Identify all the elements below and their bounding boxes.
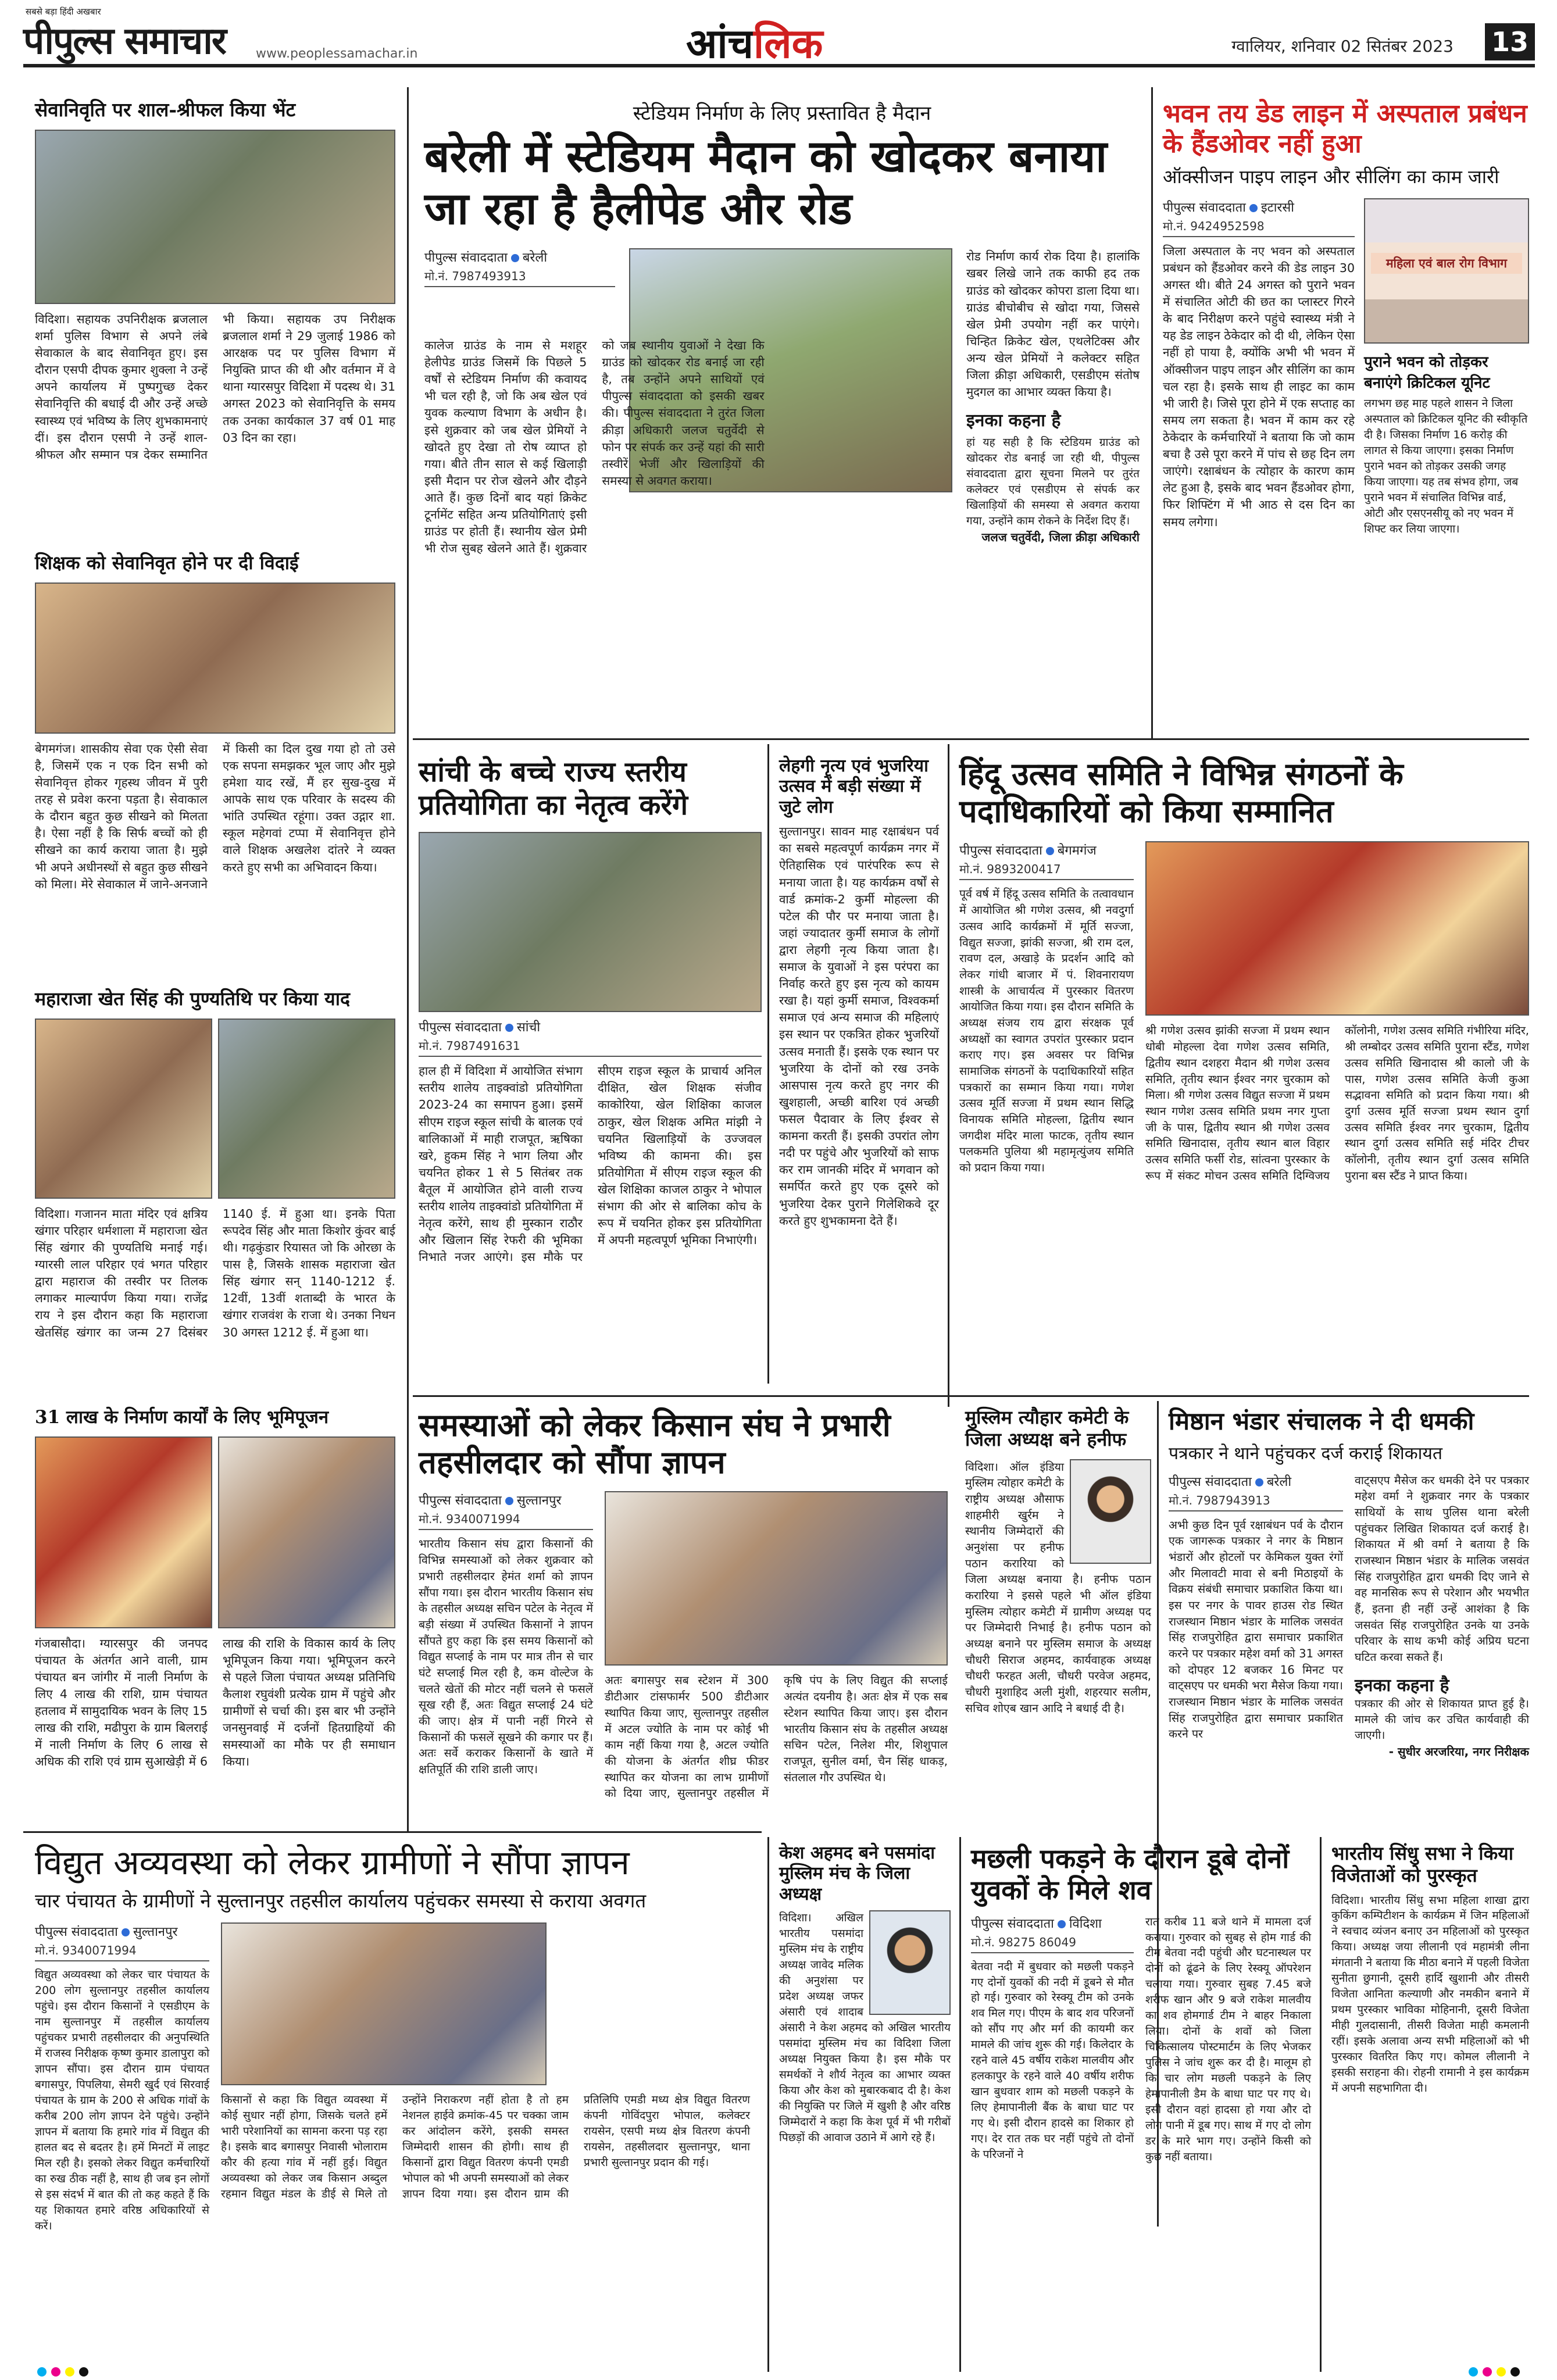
photo-row bbox=[35, 1019, 395, 1199]
dot-icon bbox=[505, 1024, 513, 1032]
quote-box bbox=[966, 408, 1140, 545]
headline[interactable]: मछली पकड़ने के दौरान डूबे दोनों युवकों के मिले शव bbox=[971, 1843, 1290, 1906]
article-body-b: रात करीब 11 बजे थाने में मामला दर्ज कराया। गुरुवार को सुबह से होम गार्ड की टीम बेतवा नदी पहुंची और घटनास्थल पर दोनों को ढूंढने के लिए रेस्क्यू ऑपरेशन चलाया गया। गुरुवार सुबह 7.45 बजे शरीफ खान और 9 बजे राकेश मालवीय का शव होमगार्ड टीम ने बाहर निकाला लिया। दोनों के शवों को जिला चिकित्सालय पोस्टमार्टम के लिए भेजकर पुलिस ने जांच शुरू कर दी है। मालूम हो कि चार लोग मछली पकड़ने के लिए हेमापानीली डैम के बाधा घाट पर गए थे। इसी दौरान वहां हादसा हो गया और दो लोग पानी में डूब गए। साथ में गए दो लोग डर के मारे भाग गए। उन्होंने किसी को कुछ नहीं बताया। bbox=[1145, 1915, 1311, 2164]
story-kisan-sangh bbox=[419, 1407, 959, 1802]
article-body: जिला अस्पताल के नए भवन को अस्पताल प्रबंधन को हैंडओवर करने की डेड लाइन 30 अगस्त थी। बीते 24 अगस्त को पुराने भवन में संचालित ओटी की छत का प्लास्टर गिरने के बाद निरीक्षण करने पहुंचे स्वास्थ्य मंत्री ने यह डेड लाइन ठेकेदार को दी थी, लेकिन ऐसा नहीं हो पाया है, क्योंकि अभी भी भवन में ऑक्सीजन पाइप लाइन और सीलिंग का काम चल रहा है। इसके साथ ही लाइट का काम भी जारी है। जिसे पूरा होने में एक सप्ताह का समय लग सकता है। भवन में काम कर रहे ठेकेदार के कर्मचारियों ने बताया कि जो काम बचा है उसे पूरा करने में पांच से छह दिन लग जाएंगे। रक्षाबंधन के त्योहार के कारण काम लेट हुआ है, इसके बाद भवन हैंडओवर होगा, फिर शिफ्टिंग में भी आठ से दस दिन का समय लगेगा। bbox=[1163, 244, 1355, 529]
dot-icon bbox=[511, 254, 519, 262]
column-rule bbox=[959, 1837, 961, 2372]
photo-column bbox=[221, 1922, 750, 2234]
quote-title: इनका कहना है bbox=[966, 410, 1061, 431]
headline[interactable]: भवन तय डेड लाइन में अस्पताल प्रबंधन के हैंडओवर नहीं हुआ bbox=[1163, 99, 1527, 159]
headline[interactable]: 31 लाख के निर्माण कार्यों के लिए भूमिपूजन bbox=[35, 1407, 329, 1428]
article-body: गंजबासौदा। ग्यारसपुर की जनपद पंचायत के अंतर्गत आने वाली, ग्राम पंचायत बन जांगीर में नाली निर्माण के लिए 4 लाख की राशि, ग्राम पंचायत हतलाव में सामुदायिक भवन के लिए 15 लाख की राशि, मढीपुरा के ग्राम बिलराई में नाली निर्माण के लिए 6 लाख से अधिक की राशि एवं ग्राम सुआखेड़ी में 6 लाख की राशि के विकास कार्य के लिए भूमिपूजन किया गया। भूमिपूजन करने से पहले जिला पंचायत अध्यक्ष प्रतिनिधि कैलाश रघुवंशी प्रत्येक ग्राम में पहुंचे और ग्रामीणों से चर्चा की। इस बार भी उन्होंने जनसुनवाई में दर्जनों हितग्राहियों की समस्याओं का मौके पर ही समाधान किया। bbox=[35, 1636, 395, 1769]
article-body: विदिशा। गजानन माता मंदिर एवं क्षत्रिय खंगार परिहार धर्मशाला में महाराजा खेत सिंह खंगार की पुण्यतिथि मनाई गई। ग्यारसी लाल परिहार एवं भगत परिहार द्वारा महाराज की तस्वीर पर तिलक लगाकर माल्यार्पण किया गया। राजेंद्र राय ने इस दौरान कहा कि महाराजा खेतसिंह खंगार का जन्म 27 दिसंबर 1140 ई. में हुआ था। इनके पिता रूपदेव सिंह और माता किशोर कुंवर बाई थी। गढ़कुंडार रियासत जो कि ओरछा के पास है, जिसके शासक महाराजा खेत सिंह खंगार सन् 1140-1212 ई. 12वीं, 13वीं शताब्दी के भारत के खंगार राजवंश के राजा थे। उनका निधन 30 अगस्त 1212 ई. में हुआ था। bbox=[35, 1206, 395, 1339]
main-column bbox=[971, 1914, 1134, 2165]
photo-column bbox=[605, 1491, 948, 1802]
column-rule bbox=[1320, 1837, 1322, 2372]
main-column bbox=[35, 1922, 209, 2234]
byline-location: इटारसी bbox=[1260, 200, 1294, 215]
section-title bbox=[686, 14, 823, 70]
farewell-photo bbox=[35, 583, 395, 734]
byline-location: सांची bbox=[516, 1020, 541, 1035]
subheadline: चार पंचायत के ग्रामीणों ने सुल्तानपुर तहसील कार्यालय पहुंचकर समस्या से कराया अवगत bbox=[35, 1889, 647, 1913]
article-body-b: वाट्सएप मैसेज कर धमकी देने पर पत्रकार महेश वर्मा ने शुक्रवार नगर के पत्रकार साथियों के साथ पुलिस थाना बरेली पहुंचकर लिखित शिकायत दर्ज कराई है। शिकायत में श्री वर्मा ने बताया है कि राजस्थान मिष्ठान भंडार के मालिक जसवंत सिंह राजपुरोहित द्वारा धमकी दिए जाने से वह मानसिक रूप से परेशान और भयभीत हैं, इतना ही नहीं उन्हें आशंका है कि जसवंत सिंह राजपुरोहित उनके या उनके परिवार के साथ कभी कोई अप्रिय घटना घटित करवा सकते हैं। bbox=[1355, 1473, 1529, 1664]
story-columns bbox=[1163, 198, 1529, 537]
dateline: ग्वालियर, शनिवार 02 सितंबर 2023 bbox=[1231, 37, 1454, 56]
page-number: 13 bbox=[1485, 23, 1535, 60]
article-body-a: भारतीय किसान संघ द्वारा किसानों की विभिन्न समस्याओं को लेकर शुक्रवार को प्रभारी तहसीलदार हेमंत शर्मा को ज्ञापन सौंपा गया। इस दौरान भारतीय किसान संघ के तहसील अध्यक्ष सचिन पटेल के नेतृत्व में बड़ी संख्या में उपस्थित किसानों ने ज्ञापन सौंपते हुए कहा कि इस समय किसानों को विद्युत सप्लाई के नाम पर मात्र तीन से चार घंटे सप्लाई मिल रही है, कम वोल्टेज के चलते खेतों की मोटर नहीं चलने से फसलें सूख रही हैं, अतः विद्युत सप्लाई 24 घंटे की जाए। क्षेत्र में पानी नहीं गिरने से किसानों की फसलें सूखने की कगार पर हैं। अतः सर्वे कराकर किसानों के खाते में क्षतिपूर्ति की राशि डाली जाए। bbox=[419, 1537, 593, 1777]
byline-source: पीपुल्स संवाददाता bbox=[1169, 1474, 1252, 1489]
byline bbox=[1163, 198, 1355, 216]
byline bbox=[959, 841, 1134, 859]
story-muslim-committee bbox=[965, 1407, 1151, 1717]
article-body-a: बेतवा नदी में बुधवार को मछली पकड़ने गए दोनों युवकों की नदी में डूबने से मौत हो गई। गुरुवार को रेस्क्यू टीम को उनके शव मिल गए। पीएम के बाद शव परिजनों को सौंप गए और मर्ग की कायमी कर मामले की जांच शुरू की गई। किलेदार के रहने वाले 45 वर्षीय राकेश मालवीय और हलकापुर के रहने वाले 40 वर्षीय शरीफ खान बुधवार शाम को मछली पकड़ने के लिए हेमापानीली बैंक के बाधा घाट पर गए थे। इसी दौरान हादसे का शिकार हो गए। देर रात तक घर नहीं पहुंचे तो दोनों के परिजनों ने bbox=[971, 1960, 1134, 2161]
story-stadium bbox=[424, 99, 1140, 556]
article-body: विदिशा। सहायक उपनिरीक्षक ब्रजलाल शर्मा पुलिस विभाग से अपने लंबे सेवाकाल के बाद सेवानिवृत हुए। इस दौरान एसपी दीपक कुमार शुक्ला ने उन्हें अपने कार्यालय में पुष्पगुच्छ देकर सेवानिवृत्ति की बधाई दी और उन्हें अच्छे स्वास्थ्य एवं भविष्य के लिए शुभकामनाएं दीं। इस दौरान एसपी ने उन्हें शाल-श्रीफल और सम्मान पत्र देकर सम्मानित भी किया। सहायक उप निरीक्षक ब्रजलाल शर्मा ने 29 जुलाई 1986 को आरक्षक पद पर पुलिस विभाग में नियुक्ति प्राप्त की थी और वर्तमान में वे थाना ग्यारसपुर विदिशा में पदस्थ थे। 31 अगस्त 2023 को सेवानिवृत्ति के समय तक उनका कार्यकाल 37 वर्ष 01 माह 03 दिन का रहा। bbox=[35, 312, 395, 462]
story-columns bbox=[959, 841, 1529, 1184]
mobile-number: मो.नं. 9424952598 bbox=[1163, 218, 1355, 237]
kicker: स्टेडियम निर्माण के लिए प्रस्तावित है मैदान bbox=[633, 102, 931, 125]
yellow-dot bbox=[1497, 2367, 1506, 2377]
article-body: विदिशा। अखिल भारतीय पसमांदा मुस्लिम मंच के राष्ट्रीय अध्यक्ष जावेद मलिक की अनुशंसा पर प्रदेश अध्यक्ष जफर अंसारी एवं शादाब अंसारी ने केश अहमद को अखिल भारतीय पसमांदा मुस्लिम मंच का विदिशा जिला अध्यक्ष नियुक्त किया है। इस मौके पर समर्थकों ने शौर्य नेतृत्व का आभार व्यक्त किया और केश को मुबारकबाद दी है। केश की नियुक्ति पर जिले में खुशी है और वरिष्ठ जिम्मेदारों ने कहा कि केश पूर्व में भी गरीबों पिछड़ों की आवाज उठाने में आगे रहे हैं। bbox=[779, 1911, 951, 2144]
section-rule bbox=[23, 1831, 762, 1833]
byline-source: पीपुल्स संवाददाता bbox=[959, 844, 1042, 859]
dot-icon bbox=[1046, 847, 1054, 855]
yellow-dot bbox=[65, 2367, 74, 2377]
dot-icon bbox=[122, 1928, 130, 1936]
story-columns bbox=[971, 1914, 1311, 2165]
main-column bbox=[419, 1491, 593, 1802]
headline[interactable]: लेहगी नृत्य एवं भुजरिया उत्सव में बड़ी संख्या में जुटे लोग bbox=[779, 756, 929, 817]
team-photo bbox=[419, 832, 762, 1012]
main-column bbox=[1169, 1473, 1343, 1759]
main-column bbox=[1163, 198, 1355, 537]
hospital-sign: महिला एवं बाल रोग विभाग bbox=[1371, 253, 1522, 274]
article-body-a: पूर्व वर्ष में हिंदू उत्सव समिति के तत्वावधान में आयोजित श्री गणेश उत्सव, श्री नवदुर्गा उत्सव आदि कार्यक्रमों में मूर्ति सज्जा, विद्युत सज्जा, झांकी सज्जा, श्री राम दल, रावण दल, अखाड़े के प्रदर्शन आदि को लेकर गांधी बाजार में पं. शिवनारायण शास्त्री के आचार्यत्व में पुरस्कार वितरण आयोजित किया गया। इस दौरान समिति के अध्यक्ष संजय राय द्वारा संरक्षक पूर्व अध्यक्षों का स्वागत उपरांत पुरस्कार प्रदान कराए गए। इस अवसर पर विभिन्न सामाजिक संगठनों के पदाधिकारियों सहित पत्रकारों का सम्मान किया गया। गणेश उत्सव मूर्ति सज्जा में प्रथम स्थान सिद्धि विनायक समिति मोहल्ला, द्वितीय स्थान जगदीश मंदिर माला फाटक, तृतीय स्थान पलकमति पुलिया श्री महामृत्युंजय समिति को प्रदान किया गया। bbox=[959, 887, 1134, 1175]
article-body-b: अतः बगासपुर सब स्टेशन में 300 डीटीआर टांसफार्मर 500 डीटीआर स्थापित किया जाए, सुल्तानपुर तहसील में अटल ज्योति के नाम पर कोई भी काम नहीं किया गया है, अटल ज्योति की योजना के अंतर्गत शीघ्र फीडर स्थापित कर योजना का लाभ ग्रामीणों को दिया जाए, सुल्तानपुर तहसील में कृषि पंप के लिए विद्युत की सप्लाई अत्यंत दयनीय है। अतः क्षेत्र में एक सब स्टेशन स्थापित किया जाए। इस दौरान भारतीय किसान संघ के तहसील अध्यक्ष सचिन पटेल, निलेश मीर, शिशुपाल राजपूत, सुनील वर्मा, चैन सिंह धाकड़, संतलाल गौर उपस्थित थे। bbox=[605, 1674, 948, 1800]
story-retirement-1 bbox=[35, 99, 395, 463]
photo-row bbox=[35, 1436, 395, 1628]
side-column bbox=[1145, 1914, 1311, 2165]
byline-location: सुल्तानपुर bbox=[516, 1493, 562, 1509]
story-sindhu-sabha bbox=[1331, 1843, 1529, 2096]
article-body-b: किसानों से कहा कि विद्युत व्यवस्था में कोई सुधार नहीं होगा, जिसके चलते हमें भारी परेशानियों का सामना करना पड़ रहा है। इसके बाद बगासपुर निवासी भोलाराम कौर की हत्या गांव में नहीं हुई। विद्युत अव्यवस्था को लेकर जब किसान अब्दुल रहमान विद्युत मंडल के डीई से मिले तो उन्होंने निराकरण नहीं होता है तो हम नेशनल हाईवे क्रमांक-45 पर चक्का जाम कर आंदोलन करेंगे, इसकी समस्त जिम्मेदारी शासन की होगी। साथ ही किसानों द्वारा विद्युत वितरण कंपनी एमडी भोपाल को भी अपनी समस्याओं को लेकर ज्ञापन दिया गया। इस दौरान ग्राम की प्रतिलिपि एमडी मध्य क्षेत्र विद्युत वितरण कंपनी गोविंदपुरा भोपाल, कलेक्टर रायसेन, एसपी मध्य क्षेत्र वितरण कंपनी रायसेन, तहसीलदार सुल्तानपुर, थाना प्रभारी सुल्तानपुर प्रदान की गई। bbox=[221, 2093, 750, 2201]
cyan-dot bbox=[37, 2367, 47, 2377]
printer-color-marks bbox=[35, 2367, 91, 2373]
printer-color-marks bbox=[1466, 2367, 1522, 2373]
headline[interactable]: हिंदू उत्सव समिति ने विभिन्न संगठनों के पदाधिकारियों को किया सम्मानित bbox=[959, 755, 1404, 830]
story-hospital bbox=[1163, 99, 1529, 537]
section-rule bbox=[413, 738, 1529, 740]
headline[interactable]: केश अहमद बने पसमांदा मुस्लिम मंच के जिला अध्यक्ष bbox=[779, 1843, 935, 1904]
article-body: विदिशा। भारतीय सिंधु सभा महिला शाखा द्वारा कुकिंग कम्पिटीशन के कार्यक्रम में जिन महिलाओं ने स्वचाद व्यंजन बनाए उन महिलाओं को पुरस्कृत किया। अध्यक्ष जया लीलानी एवं महामंत्री लीना मंगतानी ने बताया कि मीठा बनाने में पहली विजेता सुनीता छुगानी, दूसरी हार्दि खुशानी और तीसरी विजेता आनिता कल्याणी और नमकीन बनाने में प्रथम पुरस्कार भाविका मोहिनानी, दूसरी विजेता मीही गुलदासानी, तीसरी विजेता माही कमलानी रहीं। इसके अलावा अन्य सभी महिलाओं को भी पुरस्कार वितरित किए गए। कोमल लीलानी ने इसकी सराहना की। रोहनी रामानी ने इस कार्यक्रम में अपनी सहभागिता दी। bbox=[1331, 1893, 1529, 2095]
article-body: सुल्तानपुर। सावन माह रक्षाबंधन पर्व का सबसे महत्वपूर्ण कार्यक्रम नगर में ऐतिहासिक एवं पारंपरिक रूप से मनाया जाता है। यह कार्यक्रम वर्षों से वार्ड क्रमांक-2 कुर्मी मोहल्ला की पटेल की पौर पर मनाया जाता है। जहां ज्यादातर कुर्मी समाज के लोगों द्वारा लेहगी नृत्य किया जाता है। समाज के युवाओं ने इस परंपरा का निर्वाह करते हुए इस नृत्य को कायम रखा है। यहां कुर्मी समाज, विश्वकर्मा समाज एवं अन्य समाज की महिलाएं इस स्थान पर एकत्रित होकर भुजरियों उत्सव मनाती हैं। इसके एक स्थान पर भुजरिया के दोनों को रख उनके आसपास नृत्य करते हुए नगर की खुशहाली, अच्छी बारिश एवं अच्छी फसल पैदावार के लिए ईश्वर से कामना करती हैं। इसकी उपरांत लोग नदी पर पहुंचे और भुजरियों को साफ कर राम जानकी मंदिर में भगवान को समर्पित करते हुए एक दूसरे को भुजरिया देकर पुराने गिलेशिकवे दूर करते हुए शुभकामना देते हैं। bbox=[779, 824, 939, 1228]
byline bbox=[35, 1922, 209, 1940]
story-drowning bbox=[971, 1843, 1311, 2165]
article-body: बेगमगंज। शासकीय सेवा एक ऐसी सेवा है, जिसमें एक न एक दिन सभी को सेवानिवृत्त होकर गृहस्थ जीवन में पुरी तरह से प्रवेश करना पड़ता है। सेवाकाल के दौरान बहुत कुछ सीखने को मिलता है। ऐसा नहीं है कि सिर्फ बच्चों को ही सीखने का कार्य कराया जाता है। मुझे भी अपने अधीनस्थों से बहुत कुछ सीखने को मिला। मेरे सेवाकाल में जाने-अनजाने में किसी का दिल दुख गया हो तो उसे एक सपना समझकर भूल जाए और मुझे हमेशा याद रखें, मैं हर सुख-दुख में आपके साथ एक परिवार के सदस्य की भांति उपस्थित रहूंगा। उक्त उद्गार शा. स्कूल महेगवां टप्पा में सेवानिवृत्त होने वाले शिक्षक अखलेश दांतरे ने व्यक्त करते हुए सभी का अभिवादन किया। bbox=[35, 741, 395, 891]
byline bbox=[419, 1018, 762, 1035]
memorandum-photo bbox=[605, 1491, 948, 1666]
quote-text: हां यह सही है कि स्टेडियम ग्राउंड को खोदकर रोड बनाई जा रही थी, पीपुल्स संवाददाता द्वारा सूचना मिलने पर तुरंत कलेक्टर एवं एसडीएम से संपर्क कर खिलाड़ियों की समस्या से अवगत कराया गया, उन्होंने काम रोकने के निर्देश दिए हैं। bbox=[966, 436, 1140, 528]
story-lehgi bbox=[779, 756, 939, 1230]
main-column bbox=[959, 841, 1134, 1184]
newspaper-logo[interactable] bbox=[23, 6, 226, 65]
section-rule bbox=[413, 1395, 1529, 1397]
dot-icon bbox=[1249, 204, 1258, 212]
story-khet-singh bbox=[35, 988, 395, 1341]
section-title-b: लिक bbox=[753, 19, 823, 67]
headline[interactable]: बरेली में स्टेडियम मैदान को खोदकर बनाया जा रहा है हैलीपेड और रोड bbox=[424, 130, 1108, 234]
quote-author: - सुधीर अरजरिया, नगर निरीक्षक bbox=[1388, 1744, 1529, 1759]
byline bbox=[1169, 1473, 1343, 1490]
byline-location: बरेली bbox=[1266, 1474, 1292, 1489]
side-column bbox=[1355, 1473, 1529, 1759]
headline[interactable]: महाराजा खेत सिंह की पुण्यतिथि पर किया याद bbox=[35, 988, 351, 1010]
dot-icon bbox=[1255, 1478, 1263, 1486]
bhoomipujan-photo bbox=[218, 1436, 395, 1628]
quote-title: इनका कहना है bbox=[1355, 1675, 1449, 1696]
quote-box bbox=[1355, 1673, 1529, 1759]
subheadline: पत्रकार ने थाने पहुंचकर दर्ज कराई शिकायत bbox=[1169, 1443, 1442, 1464]
byline-source: पीपुल्स संवाददाता bbox=[424, 251, 508, 266]
subheadline: ऑक्सीजन पाइप लाइन और सीलिंग का काम जारी bbox=[1163, 165, 1499, 188]
logo-tagline: सबसे बड़ा हिंदी अखबार bbox=[26, 6, 101, 17]
villagers-photo bbox=[221, 1922, 547, 2085]
byline-location: विदिशा bbox=[1069, 1916, 1102, 1931]
website-url[interactable]: www.peoplessamachar.in bbox=[256, 47, 418, 61]
article-body-b: श्री गणेश उत्सव झांकी सज्जा में प्रथम स्थान धोबी मोहल्ला देवा गणेश उत्सव समिति, द्वितीय स्थान दशहरा मैदान श्री गणेश उत्सव समिति, तृतीय स्थान ईश्वर नगर चुरकाम को मिला। श्री गणेश उत्सव विद्युत सज्जा में प्रथम स्थान गणेश उत्सव समिति प्रथम नगर गुप्ता जी के पास, द्वितीय स्थान श्री गणेश उत्सव समिति खिनादास, तृतीय स्थान बाल विहार उत्सव समिति फर्सी रोड, सांत्वना पुरस्कार के रूप में संकट मोचन उत्सव समिति दिग्विजय कॉलोनी, गणेश उत्सव समिति गंभीरिया मंदिर, श्री लम्बोदर उत्सव समिति पुराना स्टैंड, गणेश उत्सव समिति खिनादास श्री कालो जी के पास, गणेश उत्सव समिति केजी कुआ सद्भावना समिति को प्रदान किया गया। श्री दुर्गा उत्सव मूर्ति सज्जा प्रथम स्थान दुर्गा उत्सव समिति ईश्वर नगर चुरकाम, द्वितीय स्थान दुर्गा उत्सव समिति सई मंदिर टीचर कॉलोनी, तृतीय स्थान दुर्गा उत्सव समिति पुराना बस स्टैंड ने प्राप्त किया। bbox=[1145, 1024, 1529, 1182]
headline[interactable]: भारतीय सिंधु सभा ने किया विजेताओं को पुरस्कृत bbox=[1331, 1842, 1514, 1886]
byline bbox=[971, 1914, 1134, 1932]
byline-source: पीपुल्स संवाददाता bbox=[35, 1925, 118, 1940]
retirement-photo bbox=[35, 130, 395, 304]
mobile-number: मो.नं. 7987491631 bbox=[419, 1038, 762, 1057]
photo-caption: लगभग छह माह पहले शासन ने जिला अस्पताल को क्रिटिकल यूनिट की स्वीकृति दी है। जिसका निर्माण 16 करोड़ की लागत से किया जाएगा। इसका निर्माण पुराने भवन को तोड़कर उसकी जगह किया जाएगा। यह तब संभव होगा, जब पुराने भवन में संचालित विभिन्न वार्ड, ओटी और एसएनसीयू को नए भवन में शिफ्ट कर लिया जाएगा। bbox=[1364, 396, 1528, 535]
masthead bbox=[23, 6, 1535, 67]
quote-text: पत्रकार की ओर से शिकायत प्राप्त हुई है। मामले की जांच कर उचित कार्यवाही की जाएगी। bbox=[1355, 1697, 1529, 1742]
logo-text: पीपुल्स समाचार bbox=[23, 19, 226, 63]
byline-source: पीपुल्स संवाददाता bbox=[419, 1020, 502, 1035]
byline-source: पीपुल्स संवाददाता bbox=[971, 1916, 1054, 1931]
article-body: विदिशा। ऑल इंडिया मुस्लिम त्योहार कमेटी के राष्ट्रीय अध्यक्ष औसाफ शाहमीरी खुर्रम ने स्थानीय जिम्मेदारों की अनुशंसा पर हनीफ पठान करारिया को जिला अध्यक्ष बनाया है। हनीफ पठान करारिया ने इससे पहले भी ऑल इंडिया मुस्लिम त्योहार कमेटी में ग्रामीण अध्यक्ष पद पर जिम्मेदारी निभाई है। हनीफ पठान को अध्यक्ष बनाने पर मुस्लिम समाज के अध्यक्ष चौधरी सिराज अहमद, कार्यवाहक अध्यक्ष चौधरी फरहत अली, चौधरी परवेज अहमद, चौधरी मुशाहिद अली मुंशी, शहरयार सलीम, सचिव शोएब खान आदि ने बधाई दी है। bbox=[965, 1460, 1151, 1715]
article-body-a: विद्युत अव्यवस्था को लेकर चार पंचायत के 200 लोग सुल्तानपुर तहसील कार्यालय पहुंचे। इस दौरान किसानों ने एसडीएम के नाम सुल्तानपुर में तहसील कार्यालय पहुंचकर प्रभारी तहसीलदार की अनुपस्थिति में राजस्व निरीक्षक कृष्ण कुमार डालापुरा को ज्ञापन सौंपा। इस दौरान ग्राम पंचायत बगासपुर, पिपलिया, सेमरी खुर्द एवं सिरवाई पंचायत के ग्राम के 200 से अधिक गांवों के करीब 200 लोग ज्ञापन देने पहुंचे। उन्होंने ज्ञापन में बताया कि हमारे गांव में विद्युत की हालत बद से बदतर है। हमें मिनटों में लाइट मिल रही है। इसको लेकर विद्युत कर्मचारियों का रुख ठीक नहीं है, साथ ही जब इन लोगों से इस संदर्भ में बात की तो कह कहते हैं कि यह शिकायत हमारे वरिष्ठ अधिकारियों से करें। bbox=[35, 1968, 209, 2232]
headline[interactable]: शिक्षक को सेवानिवृत होने पर दी विदाई bbox=[35, 552, 299, 574]
black-dot bbox=[1510, 2367, 1520, 2377]
article-body-b: रोड निर्माण कार्य रोक दिया है। हालांकि खबर लिखे जाने तक काफी हद तक ग्राउंड को खोदकर कोपरा डाला दिया था। ग्राउंड बीचोबीच से खोदा गया, जिससे खेल प्रेमी उपयोग नहीं कर पाएंगे। चिन्हित क्रिकेट खेल, एथलेटिक्स और अन्य खेल प्रेमियों ने कलेक्टर सहित जिला क्रीड़ा अधिकारी, एसडीएम संतोष मुदगल का आभार व्यक्त किया है। bbox=[966, 249, 1140, 399]
byline bbox=[419, 1491, 593, 1509]
mobile-number: मो.नं. 7987493913 bbox=[424, 268, 615, 287]
column-rule bbox=[1151, 87, 1153, 738]
story-sanchi bbox=[419, 756, 762, 1266]
bhoomipujan-photo bbox=[35, 1436, 212, 1628]
quote-author: जलज चतुर्वेदी, जिला क्रीड़ा अधिकारी bbox=[981, 530, 1140, 545]
column-rule bbox=[767, 1837, 769, 2372]
article-body: हाल ही में विदिशा में आयोजित संभाग स्तरीय शालेय ताइक्वांडो प्रतियोगिता 2023-24 का समापन हुआ। इसमें सीएम राइज स्कूल सांची के बालक एवं बालिकाओं में माही राजपूत, ऋषिका खरे, हुकम सिंह ने भाग लिया और चयनित होकर 1 से 5 सितंबर तक बैतूल में आयोजित होने वाली राज्य स्तरीय शालेय ताइक्वांडो प्रतियोगिता में नेतृत्व करेंगे, साथ ही मुस्कान राठौर और खिलान सिंह रेफरी की भूमिका निभाते नजर आएंगे। इस मौके पर सीएम राइज स्कूल के प्राचार्य अनिल दीक्षित, खेल शिक्षक संजीव काकोरिया, खेल शिक्षिका काजल ठाकुर, खेल शिक्षक अमित मांझी ने चयनित खिलाड़ियों के उज्जवल भविष्य की कामना की। इस प्रतियोगिता में सीएम राइज स्कूल की खेल शिक्षिका काजल ठाकुर ने भोपाल संभाग की ओर से बालिका कोच के रूप में चयनित होकर इस प्रतियोगिता में अपनी महत्वपूर्ण भूमिका निभाएंगी। bbox=[419, 1064, 762, 1264]
headline[interactable]: सेवानिवृति पर शाल-श्रीफल किया भेंट bbox=[35, 98, 296, 121]
mobile-number: मो.नं. 9340071994 bbox=[35, 1942, 209, 1961]
mobile-number: मो.नं. 9340071994 bbox=[419, 1511, 593, 1530]
article-body-a: अभी कुछ दिन पूर्व रक्षाबंधन पर्व के दौरान एक जागरूक पत्रकार ने नगर के मिष्ठान भंडारों और होटलों पर केमिकल युक्त रंगों और मिलावटी मावा से बनी मिठाइयों के विक्रय संबंधी समाचार प्रकाशित किया था। इस पर नगर के पावर हाउस रोड स्थित राजस्थान मिष्ठान भंडार के मालिक जसवंत सिंह राजपुरोहित द्वारा समाचार प्रकाशित करने पर पत्रकार महेश वर्मा को 31 अगस्त को दोपहर 12 बजकर 16 मिनट पर वाट्सएप पर धमकी भरा मैसेज किया गया। राजस्थान मिष्ठान भंडार के मालिक जसवंत सिंह राजपुरोहित द्वारा समाचार प्रकाशित करने पर bbox=[1169, 1518, 1343, 1741]
story-bhoomipujan bbox=[35, 1407, 395, 1770]
kesh-portrait bbox=[869, 1910, 951, 2015]
byline bbox=[424, 248, 615, 266]
side-column bbox=[966, 248, 1140, 545]
story-teacher-farewell bbox=[35, 552, 395, 893]
byline-source: पीपुल्स संवाददाता bbox=[419, 1493, 502, 1509]
photo-caption-title: पुराने भवन को तोड़कर बनाएंगे क्रिटिकल यूनिट bbox=[1364, 353, 1490, 392]
story-hindu-utsav bbox=[959, 756, 1529, 1184]
tribute-photo bbox=[35, 1019, 212, 1199]
section-title-a: आंच bbox=[686, 19, 753, 67]
byline-location: सुल्तानपुर bbox=[133, 1925, 178, 1940]
article-body-a: कालेज ग्राउंड के नाम से मशहूर हेलीपेड ग्राउंड जिसमें कि पिछले 5 वर्षों से स्टेडियम निर्माण की कवायद भी चल रही है, जो कि अब खेल एवं युवक कल्याण विभाग के अधीन है। इसे शुक्रवार को जब खेल प्रेमियों ने खोदते हुए देखा तो रोष व्याप्त हो गया। बीते तीन साल से कई खिलाड़ी इसी मैदान पर रोज खेलने और दौड़ने आते हैं। कुछ दिनों बाद यहां क्रिकेट टूर्नामेंट सहित अन्य प्रतियोगिताएं इसी ग्राउंड पर होती हैं। स्थानीय खेल प्रेमी भी रोज सुबह खेलने आते हैं। शुक्रवार को जब स्थानीय युवाओं ने देखा कि ग्राउंड को खोदकर रोड बनाई जा रही है, तब उन्होंने अपने साथियों एवं पीपुल्स संवाददाता को इसकी खबर की। पीपुल्स संवाददाता ने तुरंत जिला क्रीड़ा अधिकारी जलज चतुर्वेदी से फोन पर संपर्क कर उन्हें यहां की सारी तस्वीरें भेजीं और खिलाड़ियों की समस्या से अवगत कराया। bbox=[424, 338, 765, 556]
headline[interactable]: सांची के बच्चे राज्य स्तरीय प्रतियोगिता का नेतृत्व करेंगे bbox=[419, 756, 688, 821]
column-rule bbox=[767, 744, 769, 1384]
magenta-dot bbox=[1483, 2367, 1492, 2377]
black-dot bbox=[79, 2367, 88, 2377]
story-columns bbox=[1169, 1473, 1529, 1759]
mobile-number: मो.नं. 7987943913 bbox=[1169, 1492, 1343, 1511]
mobile-number: मो.नं. 9893200417 bbox=[959, 861, 1134, 880]
mobile-number: मो.नं. 98275 86049 bbox=[971, 1934, 1134, 1953]
photo-column bbox=[1145, 841, 1529, 1184]
headline[interactable]: मिष्ठान भंडार संचालक ने दी धमकी bbox=[1169, 1407, 1474, 1435]
felicitation-photo bbox=[1145, 841, 1529, 1016]
column-rule bbox=[948, 744, 949, 1407]
headline[interactable]: विद्युत अव्यवस्था को लेकर ग्रामीणों ने सौंपा ज्ञापन bbox=[35, 1843, 630, 1882]
story-bijli bbox=[35, 1843, 756, 2234]
tribute-photo bbox=[218, 1019, 395, 1199]
magenta-dot bbox=[51, 2367, 60, 2377]
story-columns bbox=[35, 1922, 756, 2234]
headline[interactable]: समस्याओं को लेकर किसान संघ ने प्रभारी तहसीलदार को सौंपा ज्ञापन bbox=[419, 1406, 891, 1481]
dot-icon bbox=[505, 1497, 513, 1505]
hanif-portrait bbox=[1070, 1459, 1151, 1564]
story-columns bbox=[419, 1491, 959, 1802]
cyan-dot bbox=[1469, 2367, 1478, 2377]
photo-column bbox=[1364, 198, 1529, 537]
headline[interactable]: मुस्लिम त्यौहार कमेटी के जिला अध्यक्ष बने हनीफ bbox=[965, 1406, 1129, 1450]
column-rule bbox=[407, 87, 409, 1831]
byline-location: बरेली bbox=[522, 251, 548, 266]
dot-icon bbox=[1058, 1920, 1066, 1928]
story-kesh-ahmad bbox=[779, 1843, 951, 2146]
byline-source: पीपुल्स संवाददाता bbox=[1163, 200, 1246, 215]
story-mishthan bbox=[1169, 1407, 1529, 1759]
hospital-building-photo bbox=[1364, 198, 1529, 344]
byline-location: बेगमगंज bbox=[1057, 844, 1097, 859]
